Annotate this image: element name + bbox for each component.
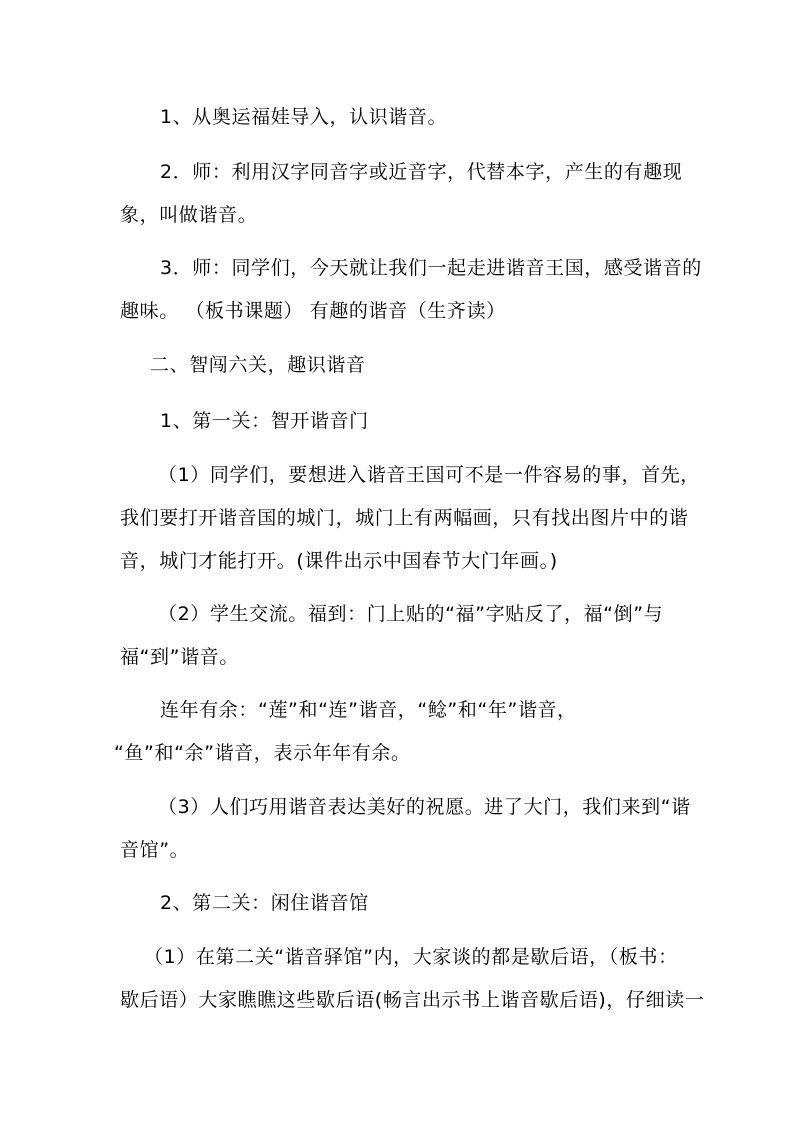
paragraph-3-line-1: 3．师：同学们，今天就让我们一起走进谐音王国，感受谐音的 bbox=[160, 257, 702, 279]
section-heading: 二、智闯六关，趣识谐音 bbox=[150, 354, 366, 376]
level-1-heading: 1、第一关：智开谐音门 bbox=[160, 410, 369, 432]
paragraph-9-line-2: 音馆”。 bbox=[120, 839, 190, 861]
paragraph-7-line-1: （2）学生交流。福到：门上贴的“福”字贴反了，福“倒”与 bbox=[158, 603, 664, 625]
paragraph-6-line-3: 音，城门才能打开。(课件出示中国春节大门年画。) bbox=[120, 550, 558, 572]
paragraph-6-line-2: 我们要打开谐音国的城门，城门上有两幅画，只有找出图片中的谐 bbox=[120, 507, 689, 529]
paragraph-7-line-2: 福“到”谐音。 bbox=[120, 646, 239, 668]
paragraph-9-line-1: （3）人们巧用谐音表达美好的祝愿。进了大门，我们来到“谐 bbox=[158, 796, 691, 818]
paragraph-2-line-1: 2．师：利用汉字同音字或近音字，代替本字，产生的有趣现 bbox=[160, 161, 683, 183]
paragraph-8-line-1: 连年有余：“莲”和“连”谐音，“鲶”和“年”谐音， bbox=[160, 699, 577, 721]
paragraph-11-line-2: 歇后语）大家瞧瞧这些歇后语(畅言出示书上谐音歇后语)，仔细读一 bbox=[120, 989, 705, 1011]
paragraph-6-line-1: （1）同学们，要想进入谐音王国可不是一件容易的事，首先， bbox=[158, 464, 700, 486]
paragraph-2-line-2: 象，叫做谐音。 bbox=[120, 204, 258, 226]
level-2-heading: 2、第二关：闲住谐音馆 bbox=[160, 892, 369, 914]
paragraph-1-line-1: 1、从奥运福娃导入，认识谐音。 bbox=[160, 106, 448, 128]
paragraph-11-line-1: （1）在第二关“谐音驿馆”内，大家谈的都是歇后语，（板书： bbox=[144, 946, 678, 968]
paragraph-8-line-2: “鱼”和“余”谐音，表示年年有余。 bbox=[114, 742, 411, 764]
paragraph-3-line-2: 趣味。 （板书课题） 有趣的谐音（生齐读） bbox=[120, 300, 506, 322]
